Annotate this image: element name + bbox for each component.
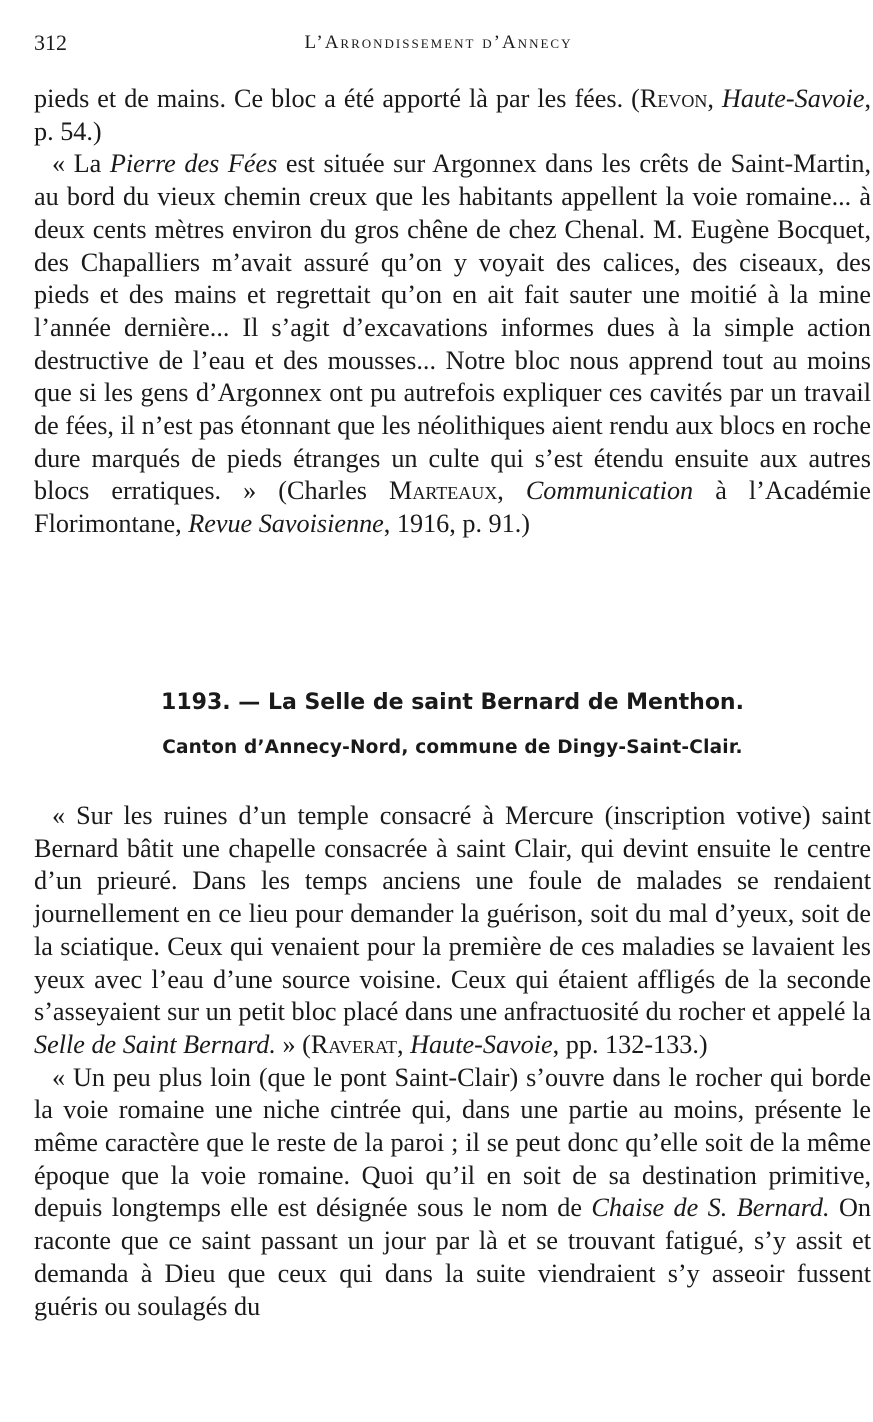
page-header xyxy=(34,30,843,64)
paragraph: « Un peu plus loin (que le pont Saint-Clair) s’ouvre dans le rocher qui borde la voie romaine une niche cintrée qui, dans une partie au moins, présente le même caractère que le reste de la paroi ; il se peut donc qu’elle soit de la même époque que la voie romaine. Quoi qu’il en soit de sa destination primitive, depuis longtemps elle est désignée sous le nom de Chaise de S. Bernard. On raconte que ce saint passant un jour par là et se trouvant fatigué, s’y assit et demanda à Dieu que ceux qui dans la suite viendraient s’y asseoir fussent guéris ou soulagés du xyxy=(34,1062,871,1321)
place-name: Pierre des Fées xyxy=(109,149,278,179)
journal-title: Revue Savoisienne xyxy=(188,509,384,539)
text-block-top xyxy=(34,83,871,541)
author-name: Revon xyxy=(639,84,708,113)
author-name: Marteaux xyxy=(389,476,498,506)
page-number: 312 xyxy=(34,30,67,55)
place-name: Chaise de S. Bernard. xyxy=(591,1193,830,1223)
place-name: Selle de Saint Bernard. xyxy=(34,1029,276,1059)
section-subtitle: Canton d’Annecy-Nord, commune de Dingy-Saint-Clair. xyxy=(162,737,743,758)
section-title: 1193. — La Selle de saint Bernard de Menthon. xyxy=(161,690,744,715)
paragraph: pieds et de mains. Ce bloc a été apporté là par les fées. (Revon, Haute-Savoie, p. 54.) xyxy=(34,84,871,146)
author-name: Raverat xyxy=(310,1029,398,1059)
text-block-bottom xyxy=(34,800,871,1323)
work-title: Communication xyxy=(525,476,694,506)
book-title: Haute-Savoie xyxy=(721,84,865,113)
running-title: L’Arrondissement d’Annecy xyxy=(304,32,573,53)
paragraph: « Sur les ruines d’un temple consacré à Mercure (inscription votive) saint Bernard bâtit une chapelle consacrée à saint Clair, qui devint ensuite le centre d’un prieuré. Dans les temps anciens une foule de malades se rendaient journellement en ce lieu pour demander la guérison, soit du mal d’yeux, soit de la sciatique. Ceux qui venaient pour la première de ces maladies se lavaient les yeux avec l’eau d’une source voisine. Ceux qui étaient affligés de la seconde s’asseyaient sur un petit bloc placé dans une anfractuosité du rocher et appelé la Selle de Saint Bernard. » (Raverat, Haute-Savoie, pp. 132-133.) xyxy=(34,801,871,1059)
book-title: Haute-Savoie xyxy=(410,1029,553,1059)
paragraph: « La Pierre des Fées est située sur Argonnex dans les crêts de Saint-Martin, au bord du vieux chemin creux que les habitants appellent la voie romaine... à deux cents mètres environ du gros chêne de chez Chenal. M. Eugène Bocquet, des Chapalliers m’avait assuré qu’on y voyait des calices, des ciseaux, des pieds et des mains et regrettait qu’on en ait fait sauter une moitié à la mine l’année dernière... Il s’agit d’excavations informes dues à la simple action destructive de l’eau et des mousses... Notre bloc nous apprend tout au moins que si les gens d’Argonnex ont pu autrefois expliquer ces cavités par un travail de fées, il n’est pas étonnant que les néolithiques aient rendu aux blocs en roche dure marqués de pieds étranges un culte qui s’est étendu ensuite aux autres blocs erratiques. » (Charles Marteaux, Communication à l’Académie Florimontane, Revue Savoisienne, 1916, p. 91.) xyxy=(34,149,872,539)
